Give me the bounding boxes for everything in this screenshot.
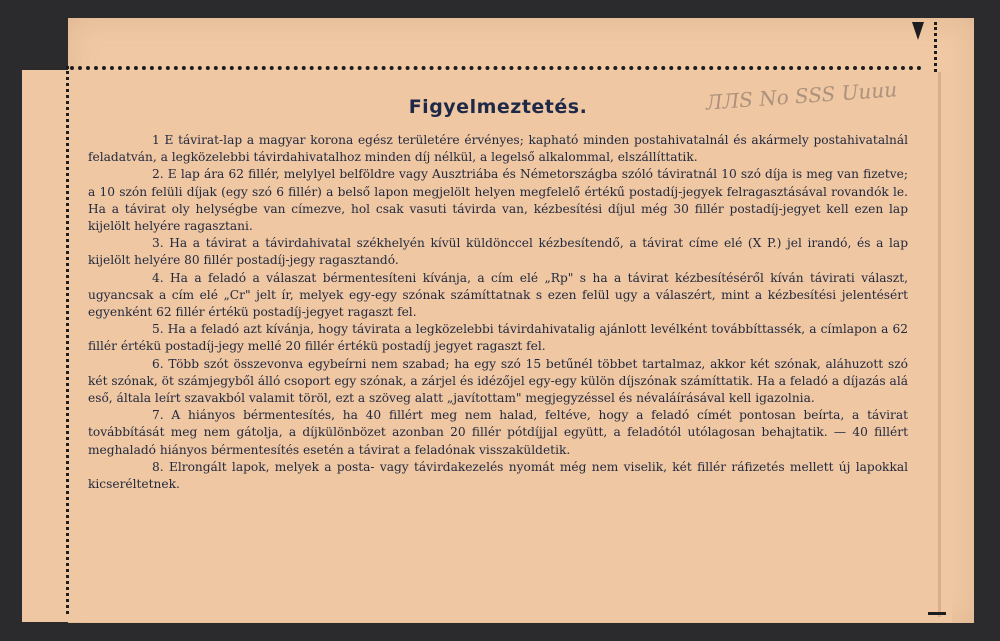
notice-paragraph: 8. Elrongált lapok, melyek a posta- vagy távirdakezelés nyomát még nem viselik, két fillér ráfizetés mellett új lapokkal kicseréltetnek.: [88, 459, 908, 492]
notice-paragraph: 1 E távirat-lap a magyar korona egész területére érvényes; kapható minden postahivatalnál és akármely postahivatalnál feladatván, a legközelebbi távirdahivatalhoz minden díj nélkül, a legelső alkalommal, elszállíttatik.: [88, 133, 908, 165]
notice-paragraph: 2. E lap ára 62 fillér, melylyel belföldre vagy Ausztriába és Németországba szóló táviratnál 10 szó díja is meg van fizetve; a 10 szón felüli díjak (egy szó 6 fillér) a belső lapon megjelölt helyen megfelelő értékű postadíj-jegyek felragasztásával rovandók le. Ha a távirat oly helységbe van címezve, hol csak vasuti távirda van, kézbesítési díjul még 30 fillér postadíj-jegyet kell ezen lap kijelölt helyére ragasztani.: [88, 167, 908, 234]
handwritten-note: ЛЛS No SSS Uuuu: [704, 77, 898, 115]
notice-paragraph: 3. Ha a távirat a távirdahivatal székhelyén kívül küldönccel kézbesítendő, a távirat címe elé (X P.) jel irandó, és a lap kijelölt helyére 80 fillér postadíj-jegy ragasztandó.: [88, 236, 908, 268]
perforation-top: [70, 66, 922, 76]
fold-marker-bottom: [928, 612, 946, 615]
notice-paragraph: 5. Ha a feladó azt kívánja, hogy távirata a legközelebbi távirdahivatalig ajánlott levélként továbbíttassék, a címlapon a 62 fillér értékü postadíj-jegy mellé 20 fillér értékü postadíj jegyet ragaszt fel.: [88, 322, 908, 354]
fold-marker-top: [912, 22, 924, 40]
page-title: Figyelmeztetés.: [408, 96, 588, 118]
notice-paragraph: 6. Több szót összevonva egybeírni nem szabad; ha egy szó 15 betűnél többet tartalmaz, akkor két szónak, aláhuzott szó két szónak, öt számjegyből álló csoport egy szónak, a zárjel és idézőjel egy-egy külön díjszónak számíttatik. Ha a feladó a díjazás alá eső, általa leírt szavakból valamit töröl, ezt a szöveg alatt „javítottam" megjegyzéssel és névaláírásával kell igazolnia.: [88, 356, 908, 406]
notice-text: [88, 96, 908, 493]
notice-paragraph: 4. Ha a feladó a válaszat bérmentesíteni kívánja, a cím elé „Rp" s ha a távirat kézbesítéséről kíván távirati választ, ugyancsak a cím elé „Cr" jelt ír, melyek egy-egy szónak számíttatnak s ezen felül ugy a válaszért, mint a kézbesítési jelentésért egyenként 62 fillér értékü postadíj-jegyet ragaszt fel.: [88, 270, 908, 320]
card-edge-right: [938, 72, 941, 617]
perforation-left: [66, 66, 75, 614]
perforation-right: [934, 22, 943, 72]
notice-paragraph: 7. A hiányos bérmentesítés, ha 40 fillért meg nem halad, feltéve, hogy a feladó címét pontosan beírta, a távirat továbbítását meg nem gátolja, a díjkülönbözet azonban 20 fillér pótdíjjal együtt, a feladótól utólagosan behajtatik. — 40 fillért meghaladó hiányos bérmentesítés esetén a távirat a feladónak visszaküldetik.: [88, 408, 908, 457]
